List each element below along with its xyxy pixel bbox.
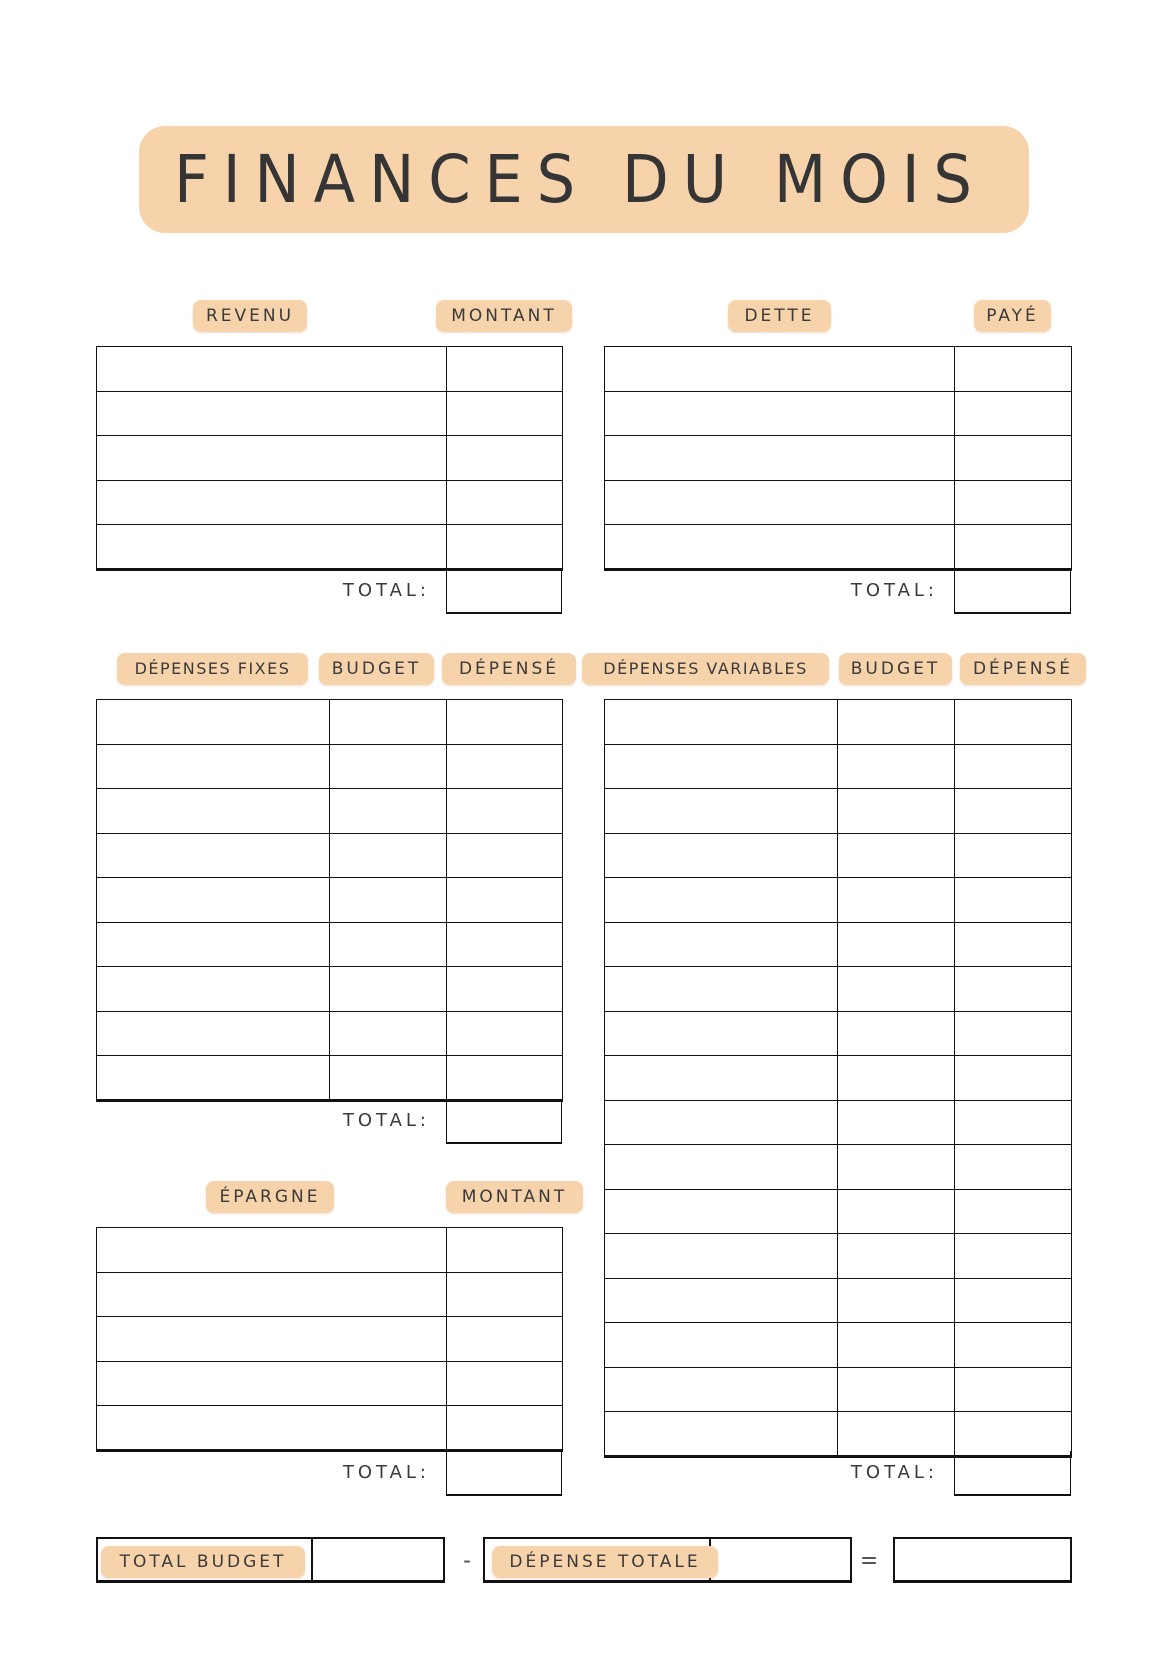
depenses-variables-header: DÉPENSES VARIABLES — [582, 653, 829, 685]
table-row — [97, 744, 563, 789]
depenses_fixes-cell[interactable] — [330, 700, 447, 745]
epargne-cell[interactable] — [97, 1361, 447, 1406]
depenses_variables-cell[interactable] — [605, 1100, 838, 1145]
table-row — [97, 878, 563, 923]
table-row — [97, 525, 563, 570]
depenses_variables-cell[interactable] — [955, 922, 1072, 967]
depenses_variables-cell[interactable] — [955, 789, 1072, 834]
depenses_fixes-cell[interactable] — [97, 1056, 330, 1101]
depenses_variables-cell[interactable] — [605, 922, 838, 967]
depenses_variables-cell[interactable] — [605, 1278, 838, 1323]
dette-cell[interactable] — [955, 391, 1072, 436]
depenses-fixes-budget-header: BUDGET — [319, 653, 434, 685]
revenu-header: REVENU — [193, 300, 307, 332]
dette-cell[interactable] — [605, 391, 955, 436]
depenses_fixes-cell[interactable] — [97, 878, 330, 923]
depenses_variables-cell[interactable] — [838, 967, 955, 1012]
depense-totale-field[interactable] — [720, 1539, 850, 1582]
table-row — [97, 967, 563, 1012]
table-row — [605, 1011, 1072, 1056]
epargne-total-label: TOTAL: — [342, 1462, 430, 1483]
dette-cell[interactable] — [955, 480, 1072, 525]
epargne-cell[interactable] — [447, 1228, 563, 1273]
revenu-cell[interactable] — [97, 347, 447, 392]
depenses_variables-cell[interactable] — [955, 878, 1072, 923]
table-row — [97, 1317, 563, 1362]
total-budget-label: TOTAL BUDGET — [101, 1546, 305, 1578]
depenses-fixes-total-field[interactable] — [446, 1099, 562, 1144]
depenses_variables-cell[interactable] — [955, 1367, 1072, 1412]
depenses_fixes-cell[interactable] — [330, 878, 447, 923]
depenses-variables-total-label: TOTAL: — [850, 1462, 938, 1483]
epargne-montant-header: MONTANT — [446, 1181, 583, 1213]
table-row — [605, 922, 1072, 967]
depenses_variables-cell[interactable] — [605, 1412, 838, 1457]
depenses-fixes-total-label: TOTAL: — [342, 1110, 430, 1131]
table-row — [605, 1278, 1072, 1323]
depenses_variables-cell[interactable] — [605, 744, 838, 789]
dette-cell[interactable] — [955, 436, 1072, 481]
table-row — [605, 1367, 1072, 1412]
table-row — [97, 480, 563, 525]
depenses_variables-cell[interactable] — [838, 1278, 955, 1323]
revenu-total-label: TOTAL: — [342, 580, 430, 601]
depenses_fixes-cell[interactable] — [97, 744, 330, 789]
depenses_variables-cell[interactable] — [605, 1323, 838, 1368]
epargne-table — [96, 1227, 563, 1452]
depenses_variables-cell[interactable] — [838, 1056, 955, 1101]
depenses_variables-cell[interactable] — [605, 1189, 838, 1234]
table-row — [605, 700, 1072, 745]
dette-cell[interactable] — [955, 525, 1072, 570]
depenses_variables-cell[interactable] — [838, 700, 955, 745]
depenses_fixes-cell[interactable] — [447, 922, 563, 967]
table-row — [97, 1361, 563, 1406]
dette-cell[interactable] — [605, 525, 955, 570]
table-row — [605, 480, 1072, 525]
depenses_fixes-cell[interactable] — [447, 744, 563, 789]
depenses_variables-cell[interactable] — [605, 789, 838, 834]
depenses_variables-cell[interactable] — [838, 1145, 955, 1190]
dette-cell[interactable] — [605, 480, 955, 525]
depenses_variables-cell[interactable] — [838, 1234, 955, 1279]
page-title: FINANCES DU MOIS — [174, 141, 986, 218]
depenses-fixes-depense-header: DÉPENSÉ — [442, 653, 576, 685]
table-row — [605, 833, 1072, 878]
depense-totale-label: DÉPENSE TOTALE — [492, 1546, 718, 1578]
depenses_variables-cell[interactable] — [955, 1100, 1072, 1145]
depenses_fixes-cell[interactable] — [447, 700, 563, 745]
depenses_variables-cell[interactable] — [955, 700, 1072, 745]
table-row — [605, 967, 1072, 1012]
depenses_fixes-cell[interactable] — [97, 789, 330, 834]
depenses_variables-cell[interactable] — [838, 833, 955, 878]
depenses_variables-cell[interactable] — [955, 744, 1072, 789]
epargne-cell[interactable] — [97, 1272, 447, 1317]
depenses_fixes-cell[interactable] — [447, 833, 563, 878]
depenses_variables-cell[interactable] — [955, 1234, 1072, 1279]
depenses_variables-cell[interactable] — [605, 833, 838, 878]
revenu-cell[interactable] — [97, 436, 447, 481]
depenses_fixes-cell[interactable] — [97, 967, 330, 1012]
table-row — [97, 700, 563, 745]
revenu-cell[interactable] — [447, 347, 563, 392]
epargne-total-field[interactable] — [446, 1451, 562, 1496]
depenses_variables-cell[interactable] — [838, 1323, 955, 1368]
table-row — [605, 347, 1072, 392]
depenses_fixes-cell[interactable] — [330, 744, 447, 789]
depenses-variables-table — [604, 699, 1072, 1458]
depenses_fixes-cell[interactable] — [330, 789, 447, 834]
revenu-cell[interactable] — [447, 480, 563, 525]
dette-total-field[interactable] — [954, 569, 1071, 614]
depenses_variables-cell[interactable] — [955, 1056, 1072, 1101]
revenu-cell[interactable] — [447, 391, 563, 436]
revenu-table — [96, 346, 563, 571]
table-row — [605, 525, 1072, 570]
equals-sign: = — [859, 1546, 879, 1574]
depenses_variables-cell[interactable] — [955, 1323, 1072, 1368]
dette-cell[interactable] — [605, 436, 955, 481]
table-row — [97, 922, 563, 967]
epargne-cell[interactable] — [97, 1317, 447, 1362]
dette-paye-header: PAYÉ — [974, 300, 1051, 332]
epargne-cell[interactable] — [447, 1406, 563, 1451]
dette-cell[interactable] — [605, 347, 955, 392]
revenu-montant-header: MONTANT — [436, 300, 572, 332]
dette-table — [604, 346, 1072, 571]
table-row — [605, 391, 1072, 436]
epargne-cell[interactable] — [447, 1272, 563, 1317]
depenses-variables-total-field[interactable] — [954, 1451, 1071, 1496]
depenses_variables-cell[interactable] — [838, 1100, 955, 1145]
table-row — [605, 1412, 1072, 1457]
depenses_fixes-cell[interactable] — [447, 1011, 563, 1056]
depenses-variables-budget-header: BUDGET — [839, 653, 952, 685]
revenu-cell[interactable] — [97, 525, 447, 570]
depenses_variables-cell[interactable] — [955, 967, 1072, 1012]
epargne-header: ÉPARGNE — [206, 1181, 334, 1213]
table-row — [605, 1189, 1072, 1234]
table-row — [605, 789, 1072, 834]
depenses_variables-cell[interactable] — [605, 700, 838, 745]
table-row — [97, 1056, 563, 1101]
table-row — [605, 744, 1072, 789]
depenses_variables-cell[interactable] — [838, 1189, 955, 1234]
table-row — [605, 1056, 1072, 1101]
table-row — [97, 391, 563, 436]
depenses_fixes-cell[interactable] — [330, 1011, 447, 1056]
table-row — [605, 1234, 1072, 1279]
total-budget-field[interactable] — [313, 1539, 443, 1582]
depenses_fixes-cell[interactable] — [330, 922, 447, 967]
table-row — [97, 436, 563, 481]
depenses_fixes-cell[interactable] — [97, 1011, 330, 1056]
table-row — [605, 436, 1072, 481]
depenses_fixes-cell[interactable] — [447, 967, 563, 1012]
epargne-cell[interactable] — [447, 1361, 563, 1406]
revenu-cell[interactable] — [447, 525, 563, 570]
depenses_variables-cell[interactable] — [838, 744, 955, 789]
table-row — [97, 347, 563, 392]
table-row — [97, 1272, 563, 1317]
depenses_fixes-cell[interactable] — [447, 1056, 563, 1101]
table-row — [97, 833, 563, 878]
dette-total-label: TOTAL: — [850, 580, 938, 601]
dette-header: DETTE — [728, 300, 831, 332]
epargne-cell[interactable] — [447, 1317, 563, 1362]
table-row — [97, 1406, 563, 1451]
minus-sign: - — [463, 1546, 471, 1574]
depenses_fixes-cell[interactable] — [97, 700, 330, 745]
table-row — [97, 1228, 563, 1273]
revenu-total-field[interactable] — [446, 569, 562, 614]
depenses_variables-cell[interactable] — [605, 1367, 838, 1412]
depenses_variables-cell[interactable] — [838, 1367, 955, 1412]
table-row — [605, 878, 1072, 923]
epargne-cell[interactable] — [97, 1228, 447, 1273]
depenses_variables-cell[interactable] — [838, 1011, 955, 1056]
table-row — [605, 1323, 1072, 1368]
depenses_fixes-cell[interactable] — [447, 878, 563, 923]
depenses_fixes-cell[interactable] — [330, 1056, 447, 1101]
depenses_variables-cell[interactable] — [605, 1234, 838, 1279]
result-field[interactable] — [893, 1537, 1072, 1583]
table-row — [97, 1011, 563, 1056]
dette-cell[interactable] — [955, 347, 1072, 392]
depenses_variables-cell[interactable] — [605, 1011, 838, 1056]
revenu-cell[interactable] — [447, 436, 563, 481]
depenses_variables-cell[interactable] — [605, 878, 838, 923]
depenses_variables-cell[interactable] — [955, 1278, 1072, 1323]
depenses_fixes-cell[interactable] — [330, 833, 447, 878]
depenses_variables-cell[interactable] — [955, 1011, 1072, 1056]
depenses-variables-depense-header: DÉPENSÉ — [960, 653, 1086, 685]
table-row — [97, 789, 563, 834]
depenses_variables-cell[interactable] — [838, 878, 955, 923]
depenses_variables-cell[interactable] — [838, 1412, 955, 1457]
depenses_variables-cell[interactable] — [955, 1145, 1072, 1190]
depenses_fixes-cell[interactable] — [330, 967, 447, 1012]
depenses_fixes-cell[interactable] — [447, 789, 563, 834]
table-row — [605, 1145, 1072, 1190]
depenses_variables-cell[interactable] — [605, 1145, 838, 1190]
depenses_variables-cell[interactable] — [955, 1189, 1072, 1234]
depenses_variables-cell[interactable] — [605, 967, 838, 1012]
revenu-cell[interactable] — [97, 391, 447, 436]
table-row — [605, 1100, 1072, 1145]
depenses_variables-cell[interactable] — [605, 1056, 838, 1101]
depenses-fixes-table — [96, 699, 563, 1102]
epargne-cell[interactable] — [97, 1406, 447, 1451]
depenses_fixes-cell[interactable] — [97, 922, 330, 967]
depenses_variables-cell[interactable] — [838, 922, 955, 967]
depenses_variables-cell[interactable] — [955, 833, 1072, 878]
depenses_variables-cell[interactable] — [838, 789, 955, 834]
depenses_variables-cell[interactable] — [955, 1412, 1072, 1457]
depenses-fixes-header: DÉPENSES FIXES — [117, 653, 308, 685]
revenu-cell[interactable] — [97, 480, 447, 525]
depenses_fixes-cell[interactable] — [97, 833, 330, 878]
